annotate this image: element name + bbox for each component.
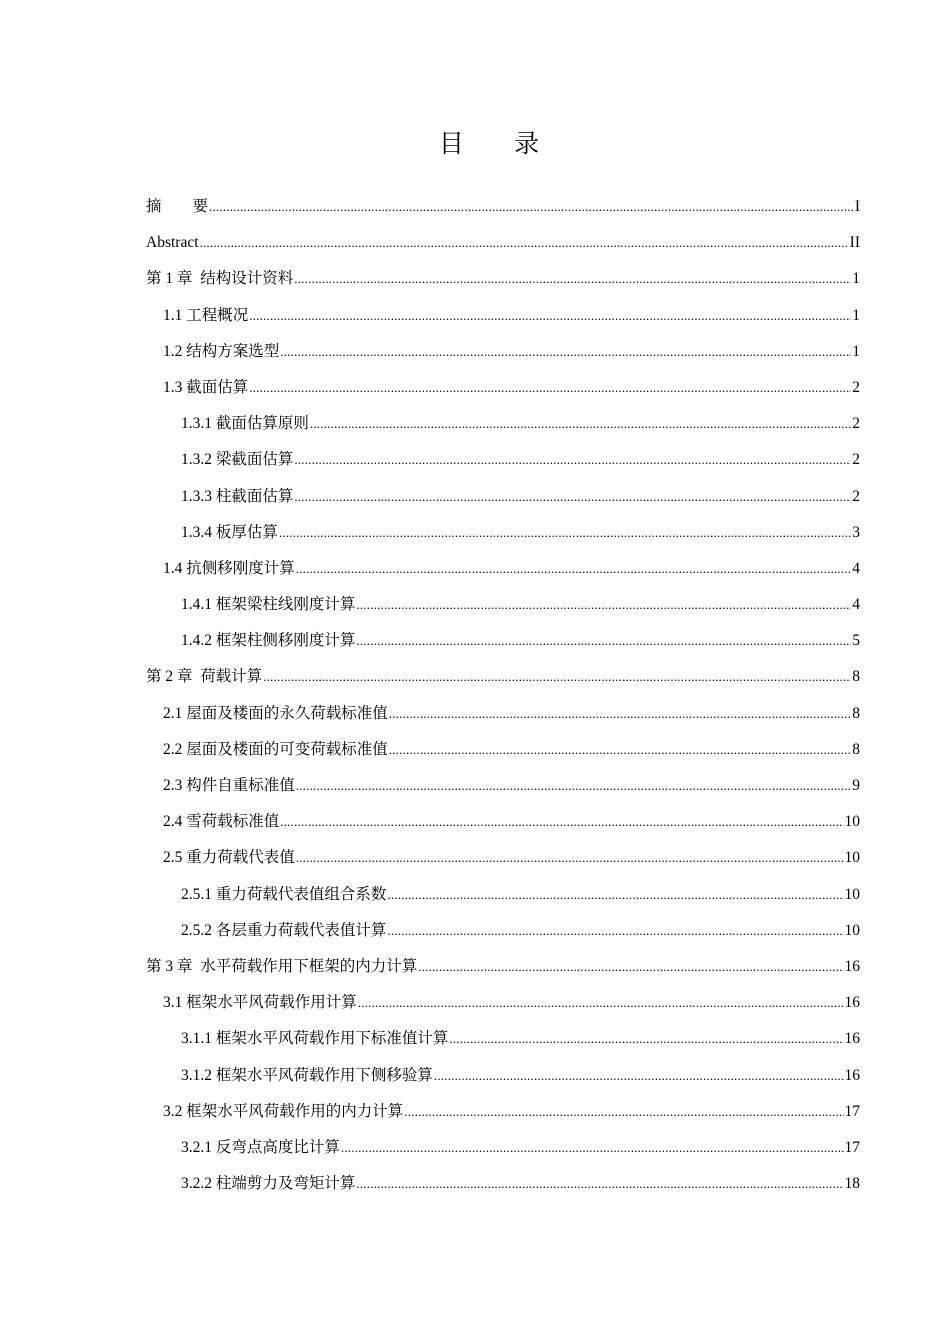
dot-leader [249,370,851,406]
toc-entry-page-number: 5 [852,632,860,650]
toc-entry-page-number: 2 [852,415,860,433]
toc-entry-page-number: 10 [844,921,860,939]
toc-title: 目 录 [438,131,542,158]
toc-entry-page-number: 4 [852,596,860,614]
toc-entry-title: 2.1 屋面及楼面的永久荷载标准值 [163,704,388,722]
dot-leader [200,225,849,261]
toc-entry-title: 3.2 框架水平风荷载作用的内力计算 [163,1102,404,1120]
toc-entry[interactable] [146,225,860,261]
toc-entry-title: 1.3 截面估算 [163,378,249,396]
toc-entry-title: 2.2 屋面及楼面的可变荷载标准值 [163,740,388,758]
toc-entry-title: 2.5.2 各层重力荷载代表值计算 [181,921,387,939]
toc-entry-title: 1.3.4 板厚估算 [181,523,278,541]
toc-entry[interactable] [146,442,860,478]
toc-entry-page-number: 17 [844,1102,860,1120]
toc-entry-page-number: 16 [844,1066,860,1084]
toc-entry[interactable] [146,659,860,695]
dot-leader [341,1130,844,1166]
toc-entry-title: 1.3.1 截面估算原则 [181,415,309,433]
toc-entry-page-number: 2 [852,378,860,396]
toc-entry-page-number: I [854,198,860,215]
toc-entry-page-number: 3 [852,523,860,541]
toc-entry[interactable] [146,515,860,551]
toc-entry[interactable] [146,840,860,876]
toc-entry-page-number: II [849,234,860,252]
toc-entry[interactable] [146,1166,860,1202]
toc-entry-title: 2.4 雪荷载标准值 [163,813,280,831]
toc-entry[interactable] [146,913,860,949]
toc-entry-page-number: 16 [844,957,860,975]
dot-leader [310,406,851,442]
toc-entry-title: 1.4.2 框架柱侧移刚度计算 [181,632,356,650]
dot-leader [389,696,851,732]
toc-entry[interactable] [146,623,860,659]
toc-list [146,189,860,1202]
toc-entry[interactable] [146,696,860,732]
toc-entry-page-number: 1 [852,306,860,324]
toc-entry-page-number: 1 [852,342,860,360]
dot-leader [279,515,851,551]
toc-entry-page-number: 10 [844,813,860,831]
toc-entry-page-number: 8 [852,668,860,686]
toc-entry-title: Abstract [146,234,199,252]
toc-entry-page-number: 16 [844,994,860,1012]
toc-entry[interactable] [146,1021,860,1057]
toc-entry-page-number: 2 [852,487,860,505]
dot-leader [387,913,843,949]
toc-entry-page-number: 2 [852,451,860,469]
toc-entry[interactable] [146,1094,860,1130]
toc-entry-title: 3.2.2 柱端剪力及弯矩计算 [181,1175,356,1193]
toc-entry[interactable] [146,985,860,1021]
dot-leader [294,442,851,478]
toc-entry[interactable] [146,877,860,913]
toc-entry[interactable] [146,298,860,334]
toc-entry[interactable] [146,370,860,406]
dot-leader [209,189,854,225]
dot-leader [404,1094,843,1130]
toc-entry-page-number: 1 [852,270,860,288]
toc-entry[interactable] [146,334,860,370]
dot-leader [356,587,851,623]
dot-leader [296,768,851,804]
toc-entry-title: 第 1 章 结构设计资料 [146,270,294,288]
toc-entry[interactable] [146,1058,860,1094]
dot-leader [296,551,851,587]
dot-leader [294,261,851,297]
dot-leader [280,804,843,840]
toc-entry-title: 1.4.1 框架梁柱线刚度计算 [181,596,356,614]
toc-entry-page-number: 16 [844,1030,860,1048]
toc-entry[interactable] [146,479,860,515]
toc-entry-title: 3.1.1 框架水平风荷载作用下标准值计算 [181,1030,449,1048]
dot-leader [387,877,843,913]
toc-entry-page-number: 18 [844,1175,860,1193]
toc-entry[interactable] [146,189,860,225]
toc-entry-page-number: 4 [852,559,860,577]
toc-entry-page-number: 8 [852,740,860,758]
toc-entry-title: 第 3 章 水平荷载作用下框架的内力计算 [146,957,418,975]
toc-entry[interactable] [146,1130,860,1166]
dot-leader [389,732,851,768]
toc-entry[interactable] [146,949,860,985]
toc-entry-title: 1.4 抗侧移刚度计算 [163,559,295,577]
toc-entry[interactable] [146,587,860,623]
toc-entry[interactable] [146,804,860,840]
toc-entry-page-number: 17 [844,1138,860,1156]
dot-leader [249,298,851,334]
dot-leader [296,840,844,876]
toc-entry-title: 2.5.1 重力荷载代表值组合系数 [181,885,387,903]
dot-leader [280,334,851,370]
dot-leader [263,659,851,695]
toc-entry-title: 2.5 重力荷载代表值 [163,849,295,867]
toc-entry-page-number: 10 [844,885,860,903]
toc-entry-title: 2.3 构件自重标准值 [163,777,295,794]
toc-entry[interactable] [146,551,860,587]
toc-entry[interactable] [146,768,860,804]
toc-entry-title: 3.1 框架水平风荷载作用计算 [163,994,357,1012]
toc-entry[interactable] [146,261,860,297]
dot-leader [356,1166,843,1202]
toc-entry-title: 1.2 结构方案选型 [163,342,280,360]
dot-leader [356,623,851,659]
toc-entry-title: 1.3.2 梁截面估算 [181,451,294,469]
toc-entry-page-number: 8 [852,704,860,722]
toc-entry-title: 3.2.1 反弯点高度比计算 [181,1138,340,1156]
dot-leader [358,985,844,1021]
dot-leader [449,1021,843,1057]
toc-entry[interactable] [146,406,860,442]
toc-entry-title: 第 2 章 荷载计算 [146,668,263,686]
toc-entry-title: 1.3.3 柱截面估算 [181,487,294,505]
dot-leader [434,1058,844,1094]
toc-entry[interactable] [146,732,860,768]
dot-leader [418,949,843,985]
toc-entry-page-number: 10 [844,849,860,867]
toc-entry-page-number: 9 [852,777,860,794]
dot-leader [294,479,851,515]
toc-entry-title: 3.1.2 框架水平风荷载作用下侧移验算 [181,1066,433,1084]
toc-entry-title: 1.1 工程概况 [163,306,249,324]
toc-entry-title: 摘 要 [146,198,209,215]
